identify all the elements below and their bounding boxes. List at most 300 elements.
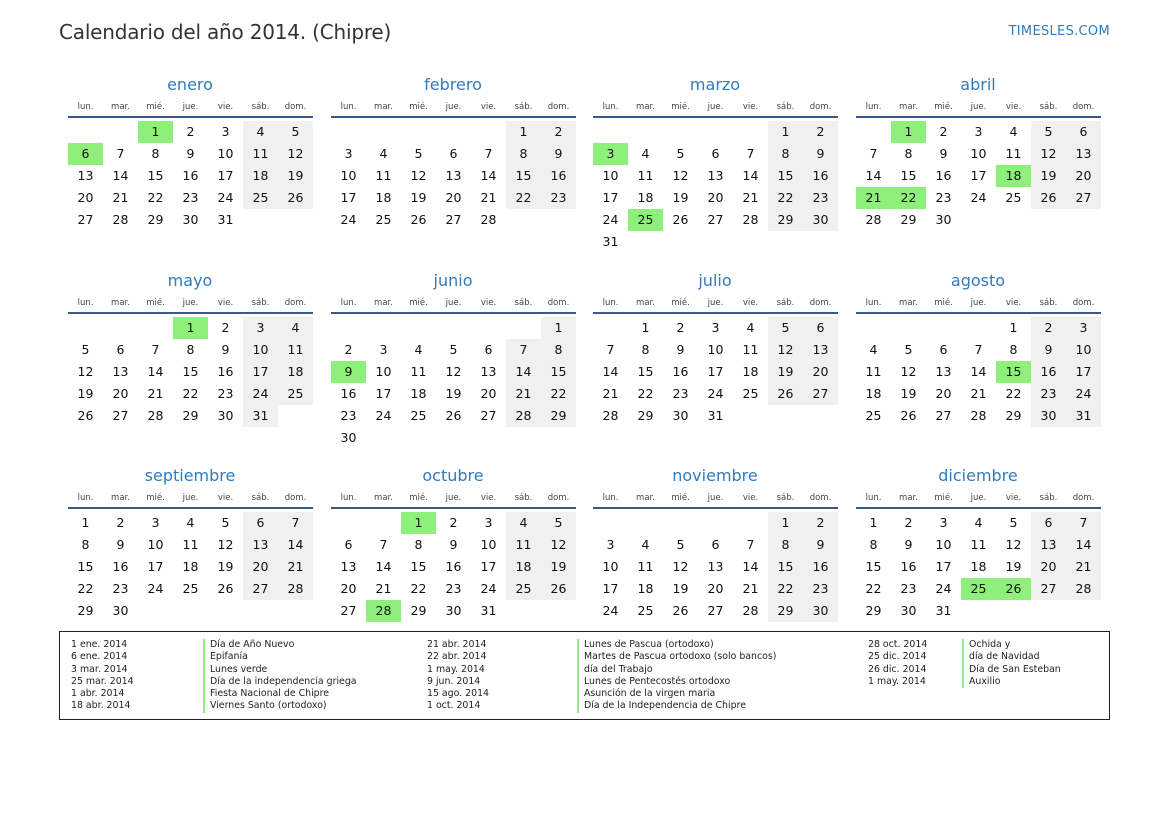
holiday-day-cell: 6 — [68, 143, 103, 165]
day-cell: 29 — [637, 408, 654, 423]
day-cell: 2 — [344, 342, 353, 357]
day-cell: 22 — [768, 187, 803, 209]
day-cell: 11 — [278, 339, 313, 361]
day-cell: 28 — [970, 408, 987, 423]
day-cell: 27 — [707, 212, 724, 227]
day-cell: 20 — [480, 386, 497, 401]
legend-holiday-name: Día de la Independencia de Chipre — [577, 700, 776, 712]
day-cell: 8 — [414, 537, 423, 552]
day-cell: 27 — [1031, 578, 1066, 600]
day-cell: 4 — [869, 342, 878, 357]
day-cell: 2 — [904, 515, 913, 530]
weekday-label: jue. — [445, 102, 462, 112]
day-cell: 1 — [641, 320, 650, 335]
day-cell: 24 — [707, 386, 724, 401]
day-cell: 31 — [935, 603, 952, 618]
day-cell: 24 — [1066, 383, 1101, 405]
weekday-label: sáb. — [251, 102, 270, 112]
weekday-label: mar. — [111, 102, 130, 112]
day-cell: 7 — [278, 512, 313, 534]
day-cell: 27 — [935, 408, 952, 423]
day-cell: 4 — [746, 320, 755, 335]
weekday-label: mié. — [671, 102, 690, 112]
weekday-label: jue. — [970, 102, 987, 112]
day-cell: 11 — [506, 534, 541, 556]
holiday-day-cell: 15 — [996, 361, 1031, 383]
day-cell: 17 — [602, 581, 619, 596]
weekday-label: mar. — [636, 102, 655, 112]
weekday-label: dom. — [809, 493, 832, 503]
header-rule — [856, 312, 1101, 314]
day-cell: 19 — [1031, 165, 1066, 187]
header-rule — [68, 116, 313, 118]
day-cell: 18 — [742, 364, 759, 379]
legend-date: 28 oct. 2014 — [868, 639, 928, 650]
legend-dates-column — [427, 639, 489, 713]
day-cell: 27 — [803, 383, 838, 405]
weekday-label: mié. — [671, 493, 690, 503]
day-cell: 7 — [606, 342, 615, 357]
weekday-label: mié. — [409, 298, 428, 308]
day-cell: 18 — [637, 581, 654, 596]
day-cell: 14 — [112, 168, 129, 183]
day-cell: 30 — [217, 408, 234, 423]
weekday-label: lun. — [340, 102, 357, 112]
day-cell: 16 — [803, 165, 838, 187]
header-rule — [593, 507, 838, 509]
weekday-label: lun. — [77, 298, 94, 308]
day-cell: 10 — [970, 146, 987, 161]
weekday-label: mié. — [409, 493, 428, 503]
holiday-legend — [59, 631, 1110, 720]
day-cell: 10 — [217, 146, 234, 161]
day-cell: 21 — [1066, 556, 1101, 578]
day-cell: 21 — [742, 581, 759, 596]
legend-date: 21 abr. 2014 — [427, 639, 487, 650]
day-cell: 18 — [410, 386, 427, 401]
day-cell: 10 — [243, 339, 278, 361]
day-cell: 2 — [449, 515, 458, 530]
day-cell: 31 — [1066, 405, 1101, 427]
legend-names-column — [962, 639, 1061, 688]
day-cell: 10 — [147, 537, 164, 552]
day-cell: 21 — [375, 581, 392, 596]
day-cell: 16 — [182, 168, 199, 183]
legend-holiday-name: Fiesta Nacional de Chipre — [203, 688, 357, 700]
weekday-label: mar. — [899, 298, 918, 308]
weekday-label: lun. — [340, 298, 357, 308]
day-cell: 29 — [1005, 408, 1022, 423]
day-cell: 4 — [243, 121, 278, 143]
day-cell: 17 — [1066, 361, 1101, 383]
day-cell: 16 — [340, 386, 357, 401]
day-cell: 21 — [112, 190, 129, 205]
legend-holiday-name: Día de la independencia griega — [203, 676, 357, 688]
day-cell: 2 — [116, 515, 125, 530]
day-cell: 19 — [768, 361, 803, 383]
day-cell: 26 — [217, 581, 234, 596]
day-cell: 1 — [869, 515, 878, 530]
weekday-label: mar. — [111, 298, 130, 308]
weekday-label: vie. — [217, 493, 234, 503]
day-cell: 16 — [217, 364, 234, 379]
day-cell: 2 — [541, 121, 576, 143]
day-cell: 8 — [186, 342, 195, 357]
day-cell: 13 — [445, 168, 462, 183]
day-cell: 27 — [112, 408, 129, 423]
weekday-label: mar. — [899, 102, 918, 112]
day-cell: 25 — [182, 581, 199, 596]
day-cell: 19 — [410, 190, 427, 205]
header-rule — [856, 116, 1101, 118]
weekday-label: mié. — [934, 102, 953, 112]
day-cell: 5 — [1009, 515, 1018, 530]
day-cell: 10 — [340, 168, 357, 183]
header-rule — [856, 507, 1101, 509]
day-cell: 24 — [217, 190, 234, 205]
brand-link[interactable]: TIMESLES.COM — [1008, 24, 1110, 39]
day-cell: 22 — [77, 581, 94, 596]
day-cell: 19 — [672, 190, 689, 205]
day-cell: 17 — [243, 361, 278, 383]
legend-holiday-name: Día de San Esteban — [962, 664, 1061, 676]
day-cell: 29 — [147, 212, 164, 227]
day-cell: 3 — [344, 146, 353, 161]
weekday-label: sáb. — [776, 298, 795, 308]
day-cell: 17 — [602, 190, 619, 205]
day-cell: 23 — [935, 190, 952, 205]
day-cell: 15 — [77, 559, 94, 574]
day-cell: 24 — [602, 603, 619, 618]
day-cell: 9 — [186, 146, 195, 161]
day-cell: 9 — [221, 342, 230, 357]
day-cell: 28 — [1066, 578, 1101, 600]
weekday-label: vie. — [742, 102, 759, 112]
month-mayo — [68, 271, 314, 446]
weekday-label: mié. — [146, 102, 165, 112]
day-cell: 30 — [182, 212, 199, 227]
day-cell: 28 — [506, 405, 541, 427]
header-rule — [593, 312, 838, 314]
day-cell: 16 — [900, 559, 917, 574]
day-cell: 29 — [182, 408, 199, 423]
day-cell: 20 — [445, 190, 462, 205]
day-cell: 14 — [602, 364, 619, 379]
legend-date: 25 mar. 2014 — [71, 675, 134, 687]
day-cell: 7 — [151, 342, 160, 357]
day-cell: 7 — [484, 146, 493, 161]
day-cell: 13 — [77, 168, 94, 183]
day-cell: 23 — [803, 187, 838, 209]
day-cell: 2 — [803, 121, 838, 143]
day-cell: 23 — [217, 386, 234, 401]
weekday-label: lun. — [77, 102, 94, 112]
day-cell: 24 — [243, 383, 278, 405]
day-cell: 17 — [935, 559, 952, 574]
day-cell: 8 — [1009, 342, 1018, 357]
weekday-label: mar. — [374, 493, 393, 503]
day-cell: 5 — [676, 537, 685, 552]
day-cell: 20 — [803, 361, 838, 383]
day-cell: 18 — [637, 190, 654, 205]
day-cell: 15 — [506, 165, 541, 187]
day-cell: 26 — [768, 383, 803, 405]
day-cell: 25 — [637, 603, 654, 618]
weekday-label: sáb. — [776, 493, 795, 503]
header-rule — [331, 507, 576, 509]
day-cell: 6 — [449, 146, 458, 161]
weekday-label: lun. — [77, 493, 94, 503]
day-cell: 3 — [1066, 317, 1101, 339]
day-cell: 22 — [768, 578, 803, 600]
holiday-day-cell: 1 — [891, 121, 926, 143]
month-name: enero — [167, 75, 213, 94]
day-cell: 16 — [112, 559, 129, 574]
holiday-day-cell: 26 — [996, 578, 1031, 600]
day-cell: 18 — [278, 361, 313, 383]
day-cell: 21 — [602, 386, 619, 401]
day-cell: 11 — [742, 342, 759, 357]
day-cell: 24 — [935, 581, 952, 596]
weekday-label: mié. — [934, 298, 953, 308]
day-cell: 14 — [278, 534, 313, 556]
day-cell: 14 — [506, 361, 541, 383]
legend-date: 1 abr. 2014 — [71, 688, 125, 700]
weekday-label: lun. — [865, 298, 882, 308]
day-cell: 1 — [768, 512, 803, 534]
legend-holiday-name: Auxilio — [962, 676, 1061, 688]
day-cell: 20 — [340, 581, 357, 596]
day-cell: 10 — [1066, 339, 1101, 361]
day-cell: 29 — [410, 603, 427, 618]
day-cell: 7 — [506, 339, 541, 361]
day-cell: 28 — [112, 212, 129, 227]
day-cell: 9 — [449, 537, 458, 552]
day-cell: 22 — [506, 187, 541, 209]
day-cell: 7 — [746, 537, 755, 552]
day-cell: 23 — [182, 190, 199, 205]
weekday-label: jue. — [970, 298, 987, 308]
legend-date: 26 dic. 2014 — [868, 663, 927, 675]
weekday-label: lun. — [865, 493, 882, 503]
day-cell: 20 — [112, 386, 129, 401]
day-cell: 25 — [243, 187, 278, 209]
day-cell: 11 — [970, 537, 987, 552]
header-rule — [593, 116, 838, 118]
day-cell: 22 — [1005, 386, 1022, 401]
day-cell: 1 — [768, 121, 803, 143]
day-cell: 11 — [1005, 146, 1022, 161]
legend-holiday-name: día del Trabajo — [577, 664, 776, 676]
header-rule — [68, 507, 313, 509]
day-cell: 18 — [375, 190, 392, 205]
day-cell: 29 — [900, 212, 917, 227]
day-cell: 15 — [147, 168, 164, 183]
day-cell: 27 — [340, 603, 357, 618]
legend-holiday-name: Epifanía — [203, 651, 357, 663]
month-name: marzo — [689, 75, 741, 94]
day-cell: 30 — [935, 212, 952, 227]
day-cell: 4 — [974, 515, 983, 530]
weekday-label: mié. — [146, 493, 165, 503]
holiday-day-cell: 28 — [366, 600, 401, 622]
day-cell: 15 — [410, 559, 427, 574]
day-cell: 28 — [278, 578, 313, 600]
legend-date: 1 oct. 2014 — [427, 700, 481, 712]
day-cell: 29 — [768, 209, 803, 231]
month-octubre — [331, 466, 577, 641]
day-cell: 21 — [278, 556, 313, 578]
holiday-day-cell: 1 — [173, 317, 208, 339]
day-cell: 30 — [803, 209, 838, 231]
day-cell: 24 — [970, 190, 987, 205]
day-cell: 14 — [375, 559, 392, 574]
day-cell: 6 — [939, 342, 948, 357]
day-cell: 15 — [900, 168, 917, 183]
day-cell: 6 — [803, 317, 838, 339]
day-cell: 25 — [506, 578, 541, 600]
day-cell: 26 — [672, 603, 689, 618]
legend-holiday-name: Ochida y — [962, 639, 1061, 651]
weekday-label: mar. — [111, 493, 130, 503]
day-cell: 5 — [81, 342, 90, 357]
weekday-label: dom. — [284, 298, 307, 308]
day-cell: 3 — [606, 537, 615, 552]
day-cell: 26 — [445, 408, 462, 423]
weekday-label: dom. — [1072, 298, 1095, 308]
weekday-label: vie. — [480, 493, 497, 503]
day-cell: 25 — [742, 386, 759, 401]
legend-names-column — [203, 639, 357, 713]
day-cell: 12 — [672, 559, 689, 574]
day-cell: 21 — [742, 190, 759, 205]
day-cell: 15 — [541, 361, 576, 383]
weekday-label: vie. — [1005, 493, 1022, 503]
month-name: noviembre — [672, 466, 758, 485]
day-cell: 10 — [375, 364, 392, 379]
day-cell: 13 — [1031, 534, 1066, 556]
day-cell: 4 — [1009, 124, 1018, 139]
day-cell: 8 — [541, 339, 576, 361]
day-cell: 1 — [541, 317, 576, 339]
day-cell: 15 — [637, 364, 654, 379]
day-cell: 1 — [1009, 320, 1018, 335]
month-febrero — [331, 75, 577, 250]
weekday-label: jue. — [707, 102, 724, 112]
holiday-day-cell: 3 — [593, 143, 628, 165]
day-cell: 28 — [480, 212, 497, 227]
day-cell: 20 — [1031, 556, 1066, 578]
weekday-label: dom. — [1072, 102, 1095, 112]
day-cell: 16 — [803, 556, 838, 578]
day-cell: 26 — [77, 408, 94, 423]
weekday-label: mar. — [899, 493, 918, 503]
weekday-label: dom. — [284, 102, 307, 112]
legend-holiday-name: Martes de Pascua ortodoxo (solo bancos) — [577, 651, 776, 663]
day-cell: 30 — [340, 430, 357, 445]
day-cell: 14 — [970, 364, 987, 379]
weekday-label: dom. — [547, 298, 570, 308]
legend-names-column — [577, 639, 776, 713]
day-cell: 9 — [541, 143, 576, 165]
weekday-label: sáb. — [251, 298, 270, 308]
day-cell: 27 — [1066, 187, 1101, 209]
weekday-label: jue. — [182, 493, 199, 503]
day-cell: 14 — [865, 168, 882, 183]
day-cell: 26 — [541, 578, 576, 600]
weekday-label: sáb. — [776, 102, 795, 112]
day-cell: 17 — [340, 190, 357, 205]
day-cell: 3 — [484, 515, 493, 530]
legend-date: 1 may. 2014 — [427, 663, 485, 675]
day-cell: 19 — [541, 556, 576, 578]
day-cell: 4 — [414, 342, 423, 357]
month-septiembre — [68, 466, 314, 641]
weekday-label: vie. — [1005, 298, 1022, 308]
day-cell: 13 — [707, 168, 724, 183]
day-cell: 19 — [445, 386, 462, 401]
day-cell: 9 — [939, 146, 948, 161]
day-cell: 8 — [641, 342, 650, 357]
day-cell: 4 — [641, 537, 650, 552]
day-cell: 12 — [217, 537, 234, 552]
day-cell: 11 — [182, 537, 199, 552]
day-cell: 7 — [1066, 512, 1101, 534]
day-cell: 6 — [116, 342, 125, 357]
day-cell: 8 — [768, 534, 803, 556]
day-cell: 22 — [182, 386, 199, 401]
day-cell: 5 — [449, 342, 458, 357]
day-cell: 8 — [151, 146, 160, 161]
weekday-label: dom. — [284, 493, 307, 503]
day-cell: 20 — [707, 190, 724, 205]
month-name: octubre — [422, 466, 484, 485]
day-cell: 5 — [541, 512, 576, 534]
day-cell: 5 — [768, 317, 803, 339]
legend-date: 25 dic. 2014 — [868, 651, 927, 663]
day-cell: 10 — [480, 537, 497, 552]
legend-holiday-name: Asunción de la virgen maria — [577, 688, 776, 700]
month-julio — [593, 271, 839, 446]
weekday-label: dom. — [809, 298, 832, 308]
weekday-label: lun. — [865, 102, 882, 112]
legend-holiday-name: Día de Año Nuevo — [203, 639, 357, 651]
weekday-label: vie. — [480, 298, 497, 308]
month-marzo — [593, 75, 839, 250]
day-cell: 8 — [869, 537, 878, 552]
weekday-label: mié. — [934, 493, 953, 503]
day-cell: 2 — [1031, 317, 1066, 339]
day-cell: 29 — [77, 603, 94, 618]
day-cell: 14 — [480, 168, 497, 183]
legend-date: 15 ago. 2014 — [427, 688, 489, 700]
weekday-label: vie. — [1005, 102, 1022, 112]
legend-dates-column — [868, 639, 927, 688]
month-diciembre — [856, 466, 1102, 641]
day-cell: 9 — [116, 537, 125, 552]
day-cell: 22 — [637, 386, 654, 401]
day-cell: 26 — [278, 187, 313, 209]
day-cell: 24 — [340, 212, 357, 227]
day-cell: 20 — [77, 190, 94, 205]
weekday-label: lun. — [602, 493, 619, 503]
weekday-label: sáb. — [514, 493, 533, 503]
day-cell: 6 — [344, 537, 353, 552]
day-cell: 10 — [935, 537, 952, 552]
day-cell: 5 — [904, 342, 913, 357]
weekday-label: jue. — [707, 493, 724, 503]
day-cell: 25 — [410, 408, 427, 423]
